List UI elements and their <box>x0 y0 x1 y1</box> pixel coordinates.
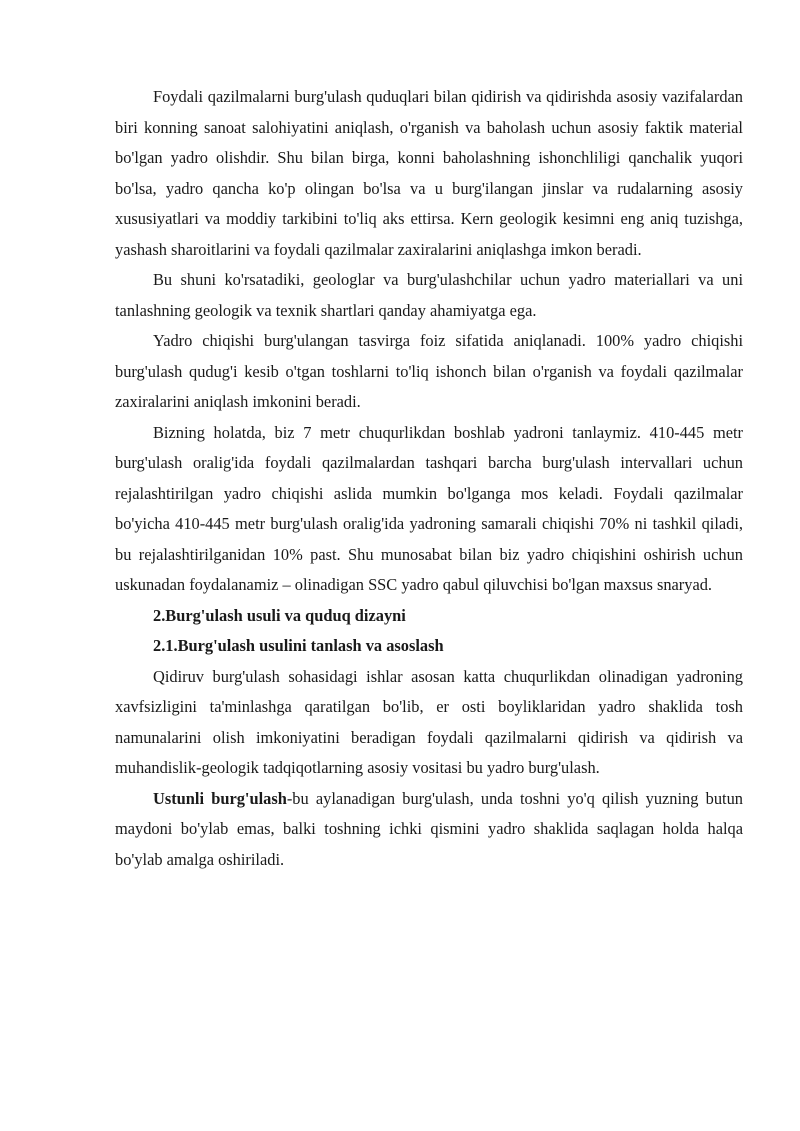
subsection-heading-method-selection: 2.1.Burg'ulash usulini tanlash va asoslash <box>153 636 444 655</box>
paragraph-core-materials-significance: Bu shuni ko'rsatadiki, geologlar va burg'ulashchilar uchun yadro materiallari va uni tanlashning geologik va texnik shartlari qanday ahamiyatga ega. <box>115 270 743 320</box>
paragraph-exploration-drilling: Qidiruv burg'ulash sohasidagi ishlar asosan katta chuqurlikdan olinadigan yadroning xavfsizligini ta'minlashga qaratilgan bo'lib, er osti boyliklaridan yadro shaklida tosh namunalarini olish imkoniyatini beradigan foydali qazilmalarni qidirish va qidirish va muhandislik-geologik tadqiqotlarning asosiy vositasi bu yadro burg'ulash. <box>115 666 743 777</box>
definition-term: Ustunli burg'ulash <box>153 788 287 808</box>
paragraph-definition <box>115 784 743 876</box>
section-heading-drilling-method: 2.Burg'ulash usuli va quduq dizayni <box>153 605 406 625</box>
paragraph-core-sampling-importance: Foydali qazilmalarni burg'ulash quduqlari bilan qidirish va qidirishda asosiy vazifalardan biri konning sanoat salohiyatini aniqlash, o'rganish va baholash uchun asosiy faktik material bo'lgan yadro olishdir. Shu bilan birga, konni baholashning ishonchliligi qanchalik yuqori bo'lsa, yadro qancha ko'p olingan bo'lsa va u burg'ilangan jinslar va rudalarning asosiy xususiyatlari va moddiy tarkibini to'liq aks ettirsa. Kern geologik kesimni eng aniq tuzishga, yashash sharoitlarini va foydali qazilmalar zaxiralarini aniqlashga imkon beradi. <box>115 87 743 259</box>
paragraph-core-selection-case: Bizning holatda, biz 7 metr chuqurlikdan boshlab yadroni tanlaymiz. 410-445 metr burg'ulash oralig'ida foydali qazilmalardan tashqari barcha burg'ulash intervallari uchun rejalashtirilgan yadro chiqishi aslida mumkin bo'lganga mos keladi. Foydali qazilmalar bo'yicha 410-445 metr burg'ulash oralig'ida yadroning samarali chiqishi 70% ni tashkil qiladi, bu rejalashtirilganidan 10% past. Shu munosabat bilan biz yadro chiqishini oshirish uchun uskunadan foydalanamiz – olinadigan SSC yadro qabul qiluvchisi bo'lgan maxsus snaryad. <box>115 422 743 594</box>
definition-text: -bu aylanadigan burg'ulash, unda toshni yo'q qilish yuzning butun maydoni bo'ylab emas, balki toshning ichki qismini yadro shaklida saqlagan holda halqa bo'ylab amalga oshiriladi. <box>115 788 743 869</box>
paragraph-core-recovery-definition: Yadro chiqishi burg'ulangan tasvirga foiz sifatida aniqlanadi. 100% yadro chiqishi burg'ulash qudug'i kesib o'tgan toshlarni to'liq ishonch bilan o'rganish va foydali qazilmalar zaxiralarini aniqlash imkonini beradi. <box>115 331 743 411</box>
document-body <box>115 82 743 875</box>
